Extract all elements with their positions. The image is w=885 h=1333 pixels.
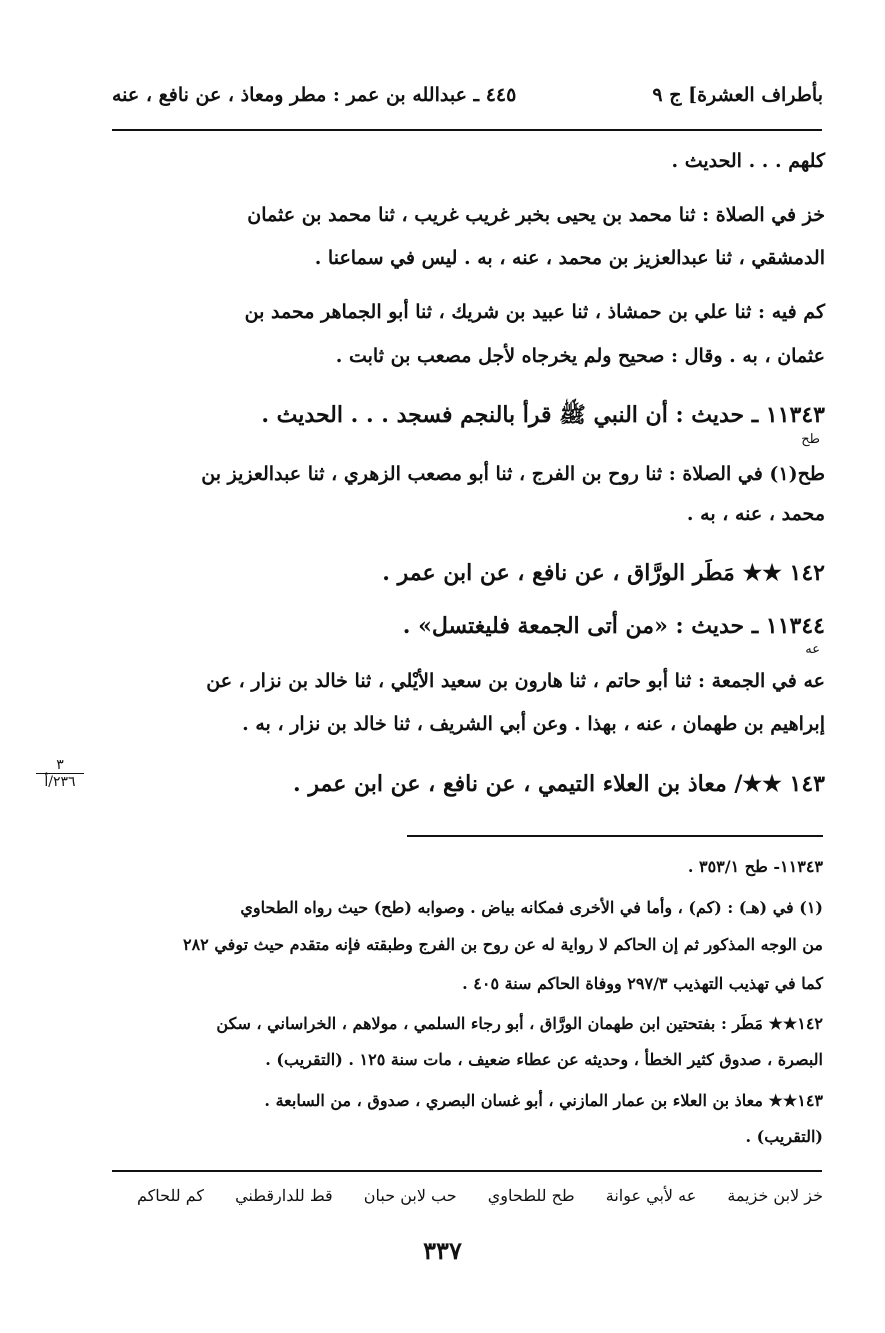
footnote-2-line-3: كما في تهذيب التهذيب ٢٩٧/٣ ووفاة الحاكم سنة ٤٠٥ . [462,974,823,993]
legend-item: طح للطحاوي [487,1186,575,1205]
running-header-chapter: ٤٤٥ ـ عبدالله بن عمر : مطر ومعاذ ، عن نافع ، عنه [112,84,517,106]
footnote-1: ١١٣٤٣- طح ٣٥٣/١ . [687,857,823,876]
footnote-rule [407,835,823,837]
footnote-3-line-2: البصرة ، صدوق كثير الخطأ ، وحديثه عن عطاء ضعيف ، مات سنة ١٢٥ . (التقريب) . [265,1050,823,1069]
hadith-heading-11343: ١١٣٤٣ ـ حديث : أن النبي ﷺ قرأ بالنجم فسجد . . . الحديث . [261,402,825,428]
footnote-4-line-1: ١٤٣★★ معاذ بن العلاء بن عمار المازني ، أبو غسان البصري ، صدوق ، من السابعة . [264,1091,823,1110]
legend-item: قط للدارقطني [235,1186,333,1205]
section-heading-143: ١٤٣ ★★/ معاذ بن العلاء التيمي ، عن نافع ، عن ابن عمر . [293,771,825,797]
running-header-book: بأطراف العشرة] ج ٩ [652,84,823,106]
paragraph-5-line-1: عه في الجمعة : ثنا أبو حاتم ، ثنا هارون بن سعيد الأيْلي ، ثنا خالد بن نزار ، عن [206,670,825,692]
page-number: ٣٣٧ [423,1236,462,1265]
footnote-3-line-1: ١٤٢★★ مَطَر : بفتحتين ابن طهمان الورَّاق ، أبو رجاء السلمي ، مولاهم ، الخراساني ، سكن [216,1014,823,1033]
paragraph-3-line-1: كم فيه : ثنا علي بن حمشاذ ، ثنا عبيد بن شريك ، ثنا أبو الجماهر محمد بن [244,301,825,323]
margin-folio-top: ٣ [56,757,64,773]
section-heading-142: ١٤٢ ★★ مَطَر الورَّاق ، عن نافع ، عن ابن عمر . [382,560,825,586]
margin-folio-bottom: ٢٣٦/أ [44,774,76,790]
legend-item: حب لابن حبان [363,1186,457,1205]
paragraph-5-line-2: إبراهيم بن طهمان ، عنه ، بهذا . وعن أبي الشريف ، ثنا خالد بن نزار ، به . [242,713,825,735]
legend-rule [112,1170,822,1172]
paragraph-3-line-2: عثمان ، به . وقال : صحيح ولم يخرجاه لأجل مصعب بن ثابت . [335,345,825,367]
paragraph-1: كلهم . . . الحديث . [671,150,825,172]
header-rule [112,129,822,131]
legend-item: كم للحاكم [136,1186,204,1205]
hadith-11343-tag: طح [801,432,820,447]
paragraph-2-line-1: خز في الصلاة : ثنا محمد بن يحيى بخبر غريب غريب ، ثنا محمد بن عثمان [247,204,825,226]
hadith-heading-11344: ١١٣٤٤ ـ حديث : «من أتى الجمعة فليغتسل» . [402,613,825,639]
margin-folio-note [30,757,90,790]
footnote-2-line-2: من الوجه المذكور ثم إن الحاكم لا رواية له عن روح بن الفرج وطبقته فإنه متقدم حيث توفي ٢٨٢ [182,935,823,954]
legend-item: عه لأبي عوانة [605,1186,697,1205]
legend-item: خز لابن خزيمة [727,1186,823,1205]
abbreviation-legend [137,1186,823,1205]
paragraph-4-line-1: طح(١) في الصلاة : ثنا روح بن الفرج ، ثنا أبو مصعب الزهري ، ثنا عبدالعزيز بن [201,463,825,485]
footnote-2-line-1: (١) في (هـ) : (كم) ، وأما في الأخرى فمكانه بياض . وصوابه (طح) حيث رواه الطحاوي [240,898,823,917]
paragraph-2-line-2: الدمشقي ، ثنا عبدالعزيز بن محمد ، عنه ، به . ليس في سماعنا . [314,247,825,269]
paragraph-4-line-2: محمد ، عنه ، به . [686,503,825,525]
hadith-11344-tag: عه [805,642,820,657]
footnote-4-line-2: (التقريب) . [745,1127,823,1146]
